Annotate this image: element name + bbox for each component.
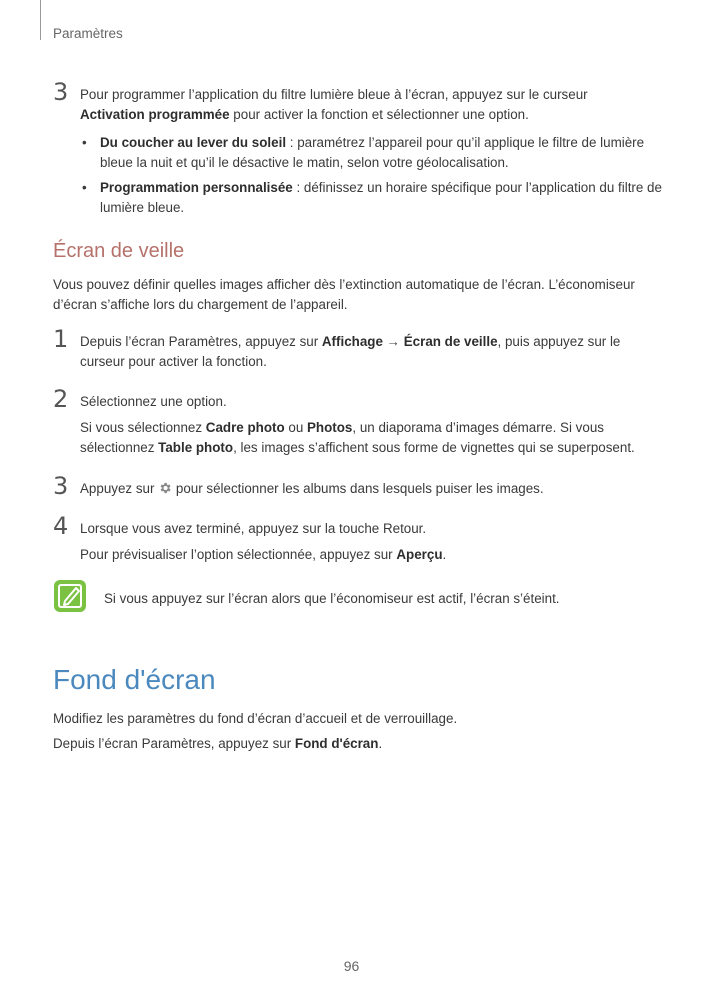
step-4-detail: Pour prévisualiser l’option sélectionnée, appuyez sur Aperçu. — [80, 547, 447, 562]
step-text: Appuyez sur pour sélectionner les albums dans lesquels puiser les images. — [80, 479, 663, 501]
step-text: Lorsque vous avez terminé, appuyez sur la touche Retour. — [80, 521, 427, 536]
wallpaper-intro: Modifiez les paramètres du fond d’écran d’accueil et de verrouillage. — [53, 711, 458, 726]
step-number: 4 — [53, 512, 69, 540]
note-pencil-icon — [53, 579, 87, 613]
step-2-detail: Si vous sélectionnez Cadre photo ou Photos, un diaporama d’images démarre. Si vous sélectionnez Table photo, les images s’affichent sous forme de vignettes qui se superposent. — [80, 420, 635, 455]
note-text: Si vous appuyez sur l’écran alors que l’économiseur est actif, l’écran s’éteint. — [104, 591, 560, 606]
step-3-blue-filter — [53, 78, 663, 125]
bullet-custom-schedule: • Programmation personnalisée : définissez un horaire spécifique pour l’application du filtre de lumière bleue. — [82, 180, 662, 215]
bullet-sunset-sunrise: • Du coucher au lever du soleil : paramétrez l’appareil pour qu’il applique le filtre de lumière bleue la nuit et qu’il le désactive le matin, selon votre géolocalisation. — [82, 135, 645, 170]
step-text: Depuis l’écran Paramètres, appuyez sur Affichage → Écran de veille, puis appuyez sur le curseur pour activer la fonction. — [80, 334, 621, 369]
step-2 — [53, 385, 663, 413]
header-rule — [40, 0, 41, 40]
step-number: 3 — [53, 472, 69, 500]
screensaver-intro: Vous pouvez définir quelles images afficher dès l’extinction automatique de l’écran. L’économiseur d’écran s’affiche lors du chargement de l’appareil. — [53, 277, 635, 312]
page-number: 96 — [343, 958, 360, 974]
step-number: 2 — [53, 385, 69, 413]
step-3-albums — [53, 472, 663, 501]
step-number: 1 — [53, 325, 69, 353]
step-4 — [53, 512, 663, 540]
step-text: Sélectionnez une option. — [80, 394, 227, 409]
step-text: Pour programmer l’application du filtre lumière bleue à l’écran, appuyez sur le curseur Activation programmée pour activer la fonction et sélectionner une option. — [80, 87, 588, 122]
section-title-screensaver: Écran de veille — [53, 240, 185, 262]
page-header: Paramètres — [53, 26, 123, 41]
gear-icon — [158, 481, 172, 501]
step-1 — [53, 325, 663, 372]
section-title-wallpaper: Fond d'écran — [53, 664, 216, 695]
step-number: 3 — [53, 78, 69, 106]
wallpaper-instruction: Depuis l’écran Paramètres, appuyez sur Fond d'écran. — [53, 736, 383, 751]
